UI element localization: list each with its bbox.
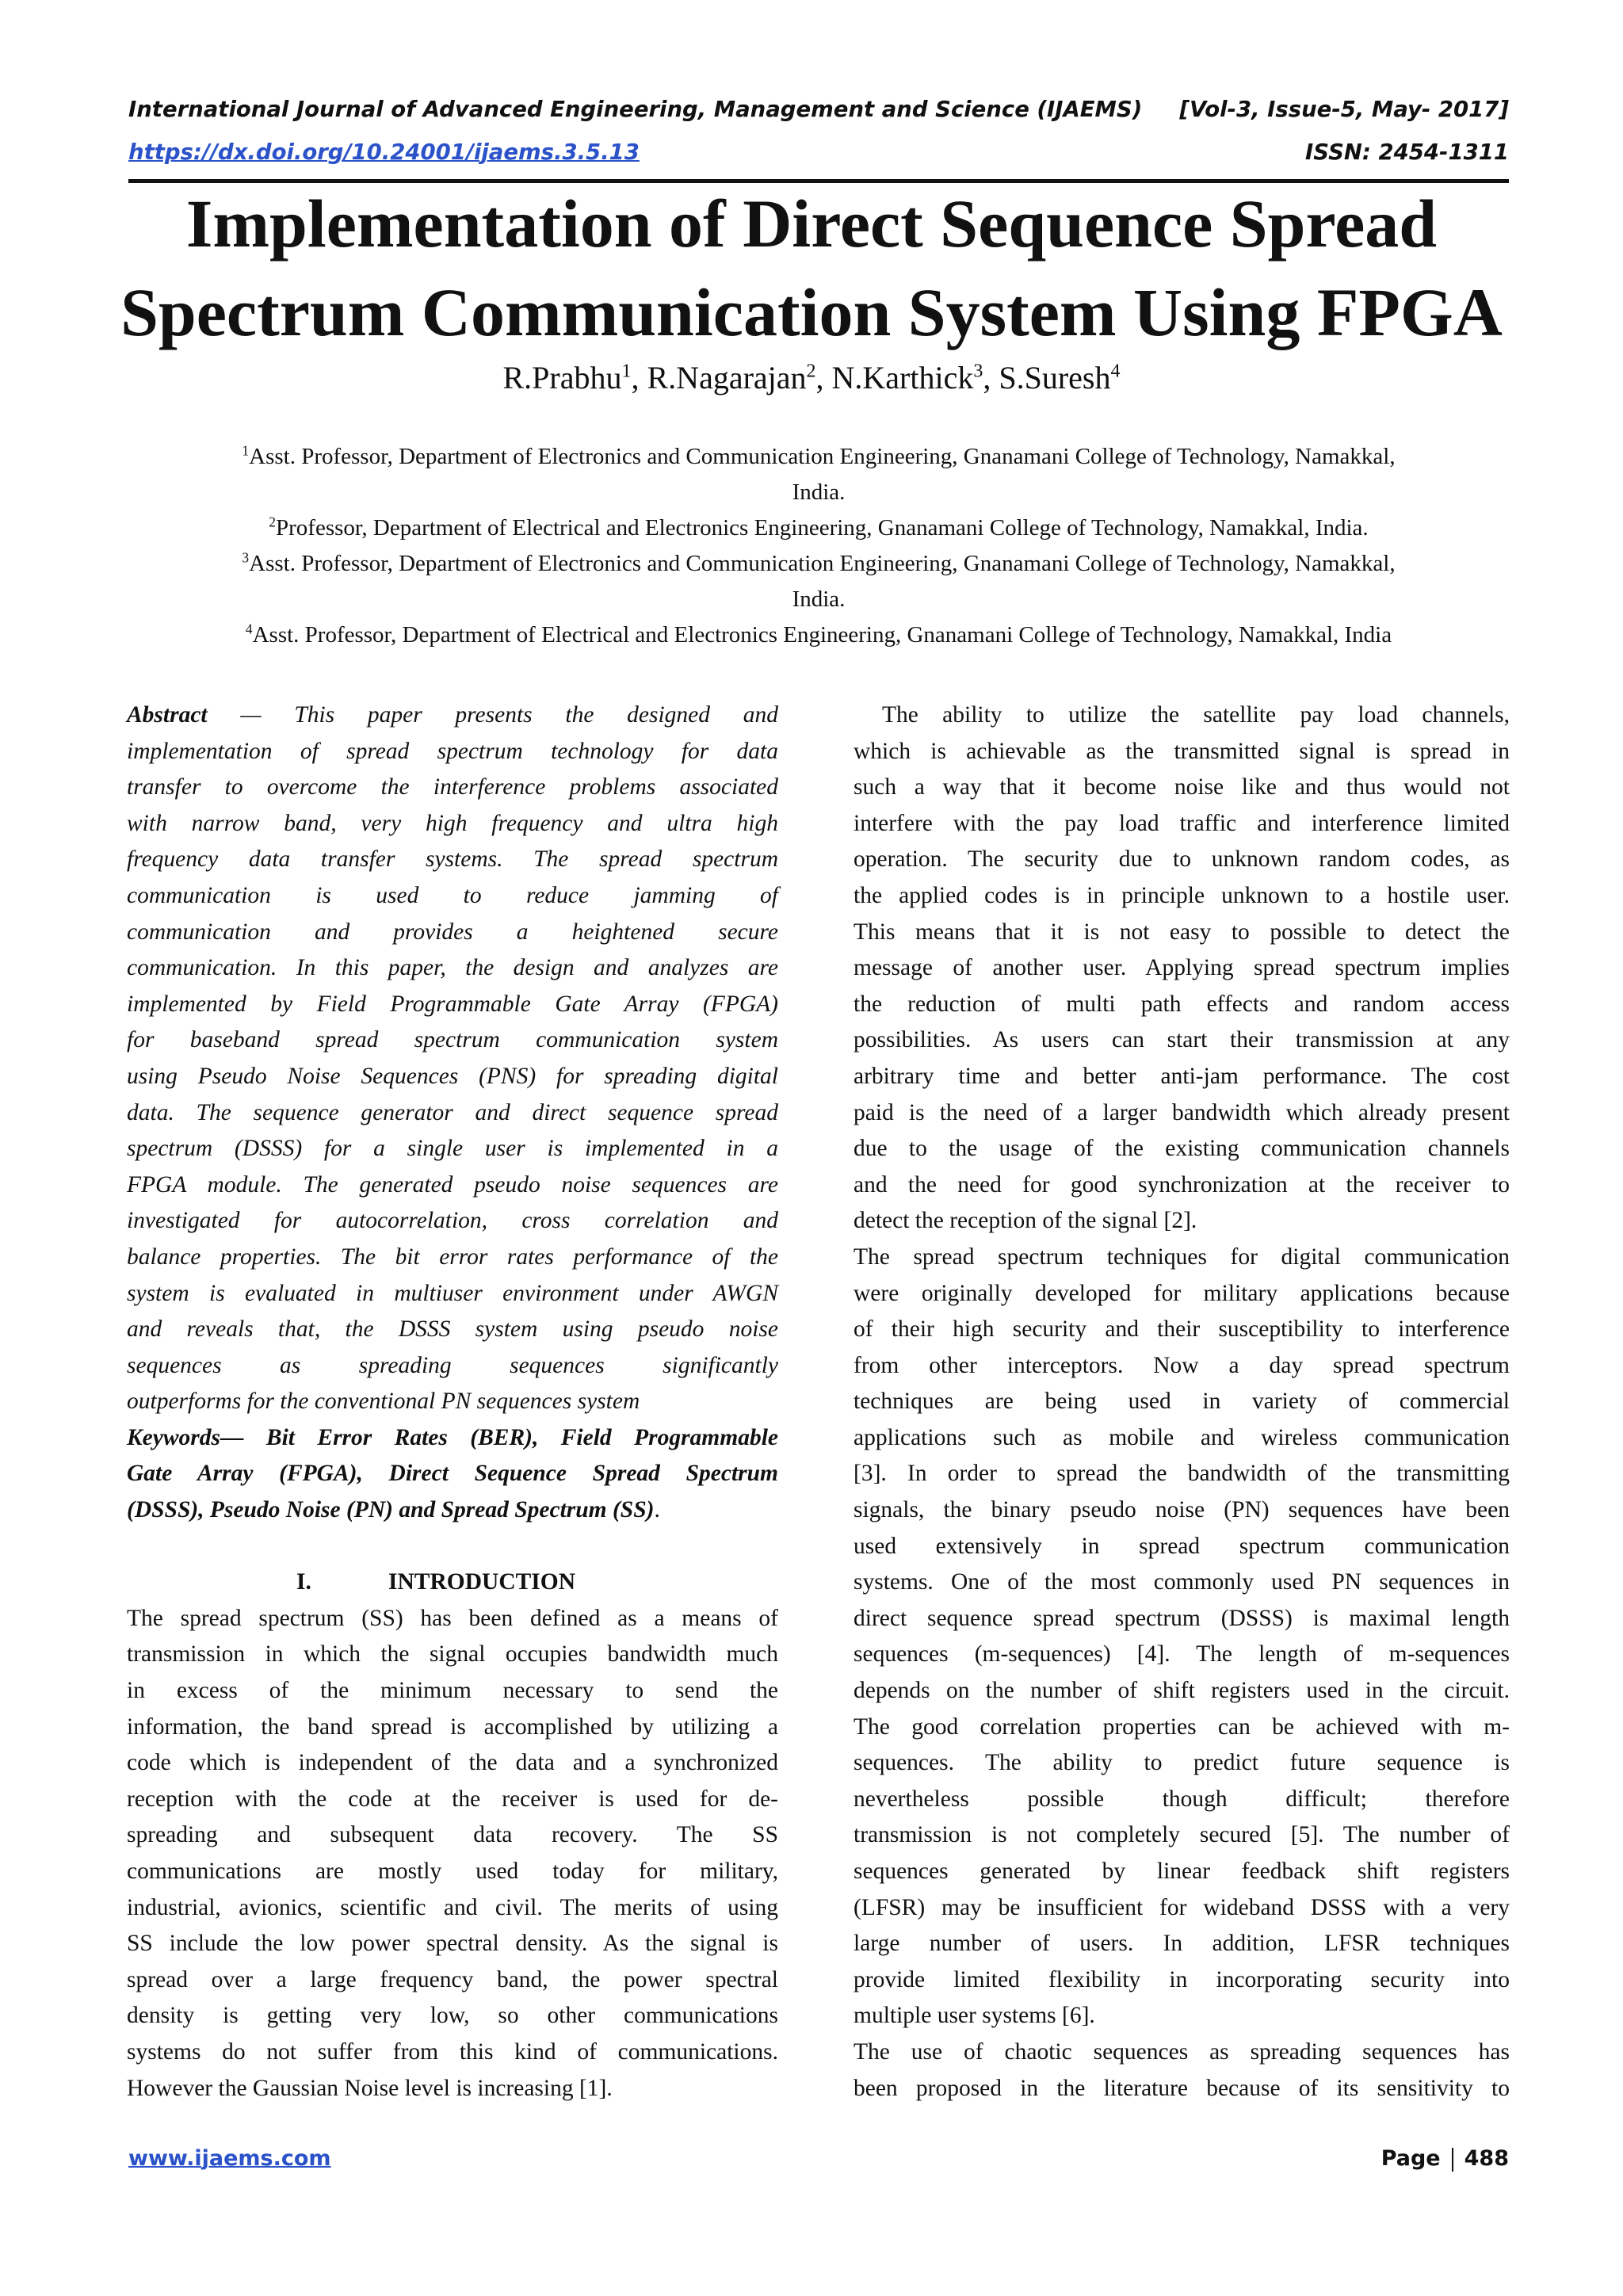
issn: ISSN: 2454-1311	[1305, 139, 1509, 165]
right-column	[854, 697, 1510, 2107]
abstract-line: and reveals that, the DSSS system using pseudo noise	[127, 1316, 778, 1343]
author-sup: 3	[973, 361, 983, 382]
paragraph-line: applications such as mobile and wireless communication	[854, 1424, 1510, 1450]
abstract-line: FPGA module. The generated pseudo noise sequences are	[127, 1171, 778, 1198]
author-name: R.Nagarajan	[647, 360, 807, 395]
abstract-line: implementation of spread spectrum technology for data	[127, 738, 778, 764]
paragraph-line: multiple user systems [6].	[854, 2003, 1095, 2029]
affiliation-1-cont: India.	[792, 479, 846, 505]
paragraph-line: operation. The security due to unknown random codes, as	[854, 846, 1510, 873]
abstract-line: communication is used to reduce jamming of	[127, 882, 778, 908]
paragraph-line: SS include the low power spectral density. As the signal is	[127, 1931, 778, 1957]
paragraph-line: reception with the code at the receiver is used for de-	[127, 1786, 778, 1812]
paragraph-line: This means that it is not easy to possible to detect the	[854, 919, 1510, 945]
abstract-line: investigated for autocorrelation, cross correlation and	[127, 1208, 778, 1234]
affiliation-1	[128, 439, 1509, 475]
affiliation-text: Asst. Professor, Department of Electronics and Communication Engineering, Gnanamani College of Technology, Namakkal,	[249, 444, 1396, 469]
paragraph-chaotic	[854, 2034, 1510, 2107]
paragraph-line: sequences generated by linear feedback shift registers	[854, 1859, 1510, 1884]
author-name: S.Suresh	[999, 360, 1111, 395]
volume-issue: [Vol-3, Issue-5, May- 2017]	[1179, 97, 1509, 122]
paragraph-line: message of another user. Applying spread spectrum implies	[854, 955, 1510, 981]
affiliation-3	[128, 546, 1509, 582]
paragraph-line: the applied codes is in principle unknown to a hostile user.	[854, 882, 1510, 908]
abstract-label: Abstract	[127, 702, 208, 728]
abstract-line: spectrum (DSSS) for a single user is implemented in a	[127, 1136, 778, 1162]
paragraph-line: The use of chaotic sequences as spreading sequences has	[854, 2038, 1510, 2065]
paragraph-line: information, the band spread is accomplished by utilizing a	[127, 1713, 778, 1740]
paragraph-line: spreading and subsequent data recovery. The SS	[127, 1822, 778, 1848]
paragraph-line: possibilities. As users can start their transmission at any	[854, 1027, 1510, 1053]
paragraph-line: The spread spectrum techniques for digital communication	[854, 1244, 1510, 1270]
page-label: Page	[1381, 2146, 1441, 2171]
abstract-dash: —	[207, 702, 295, 728]
paragraph-line: techniques are being used in variety of commercial	[854, 1389, 1510, 1415]
page-number-value: 488	[1464, 2146, 1509, 2171]
paragraph-line: due to the usage of the existing communication channels	[854, 1136, 1510, 1162]
paragraph-line: communications are mostly used today for military,	[127, 1859, 778, 1884]
paragraph-line: nevertheless possible though difficult; therefore	[854, 1786, 1510, 1812]
affiliation-text: Asst. Professor, Department of Electronics and Communication Engineering, Gnanamani College of Technology, Namakkal,	[249, 551, 1396, 576]
paragraph-line: direct sequence spread spectrum (DSSS) is maximal length	[854, 1605, 1510, 1631]
paragraph-line: interfere with the pay load traffic and interference limited	[854, 810, 1510, 836]
abstract-line: communication. In this paper, the design and analyzes are	[127, 955, 778, 981]
section-number: I.	[296, 1569, 311, 1595]
paragraph-line: which is achievable as the transmitted signal is spread in	[854, 738, 1510, 764]
author-name: R.Prabhu	[502, 360, 622, 395]
paragraph-line: sequences. The ability to predict future sequence is	[854, 1750, 1510, 1776]
paragraph-line: industrial, avionics, scientific and civil. The merits of using	[127, 1894, 778, 1920]
paper-title-line-1: Implementation of Direct Sequence Spread	[185, 185, 1438, 262]
paragraph-line: and the need for good synchronization at the receiver to	[854, 1171, 1510, 1198]
doi-link[interactable]: https://dx.doi.org/10.24001/ijaems.3.5.13	[128, 139, 640, 165]
paper-title-line-2: Spectrum Communication System Using FPGA	[120, 274, 1503, 350]
author-sup: 1	[621, 361, 632, 382]
paragraph-line: density is getting very low, so other communications	[127, 2003, 778, 2029]
paragraph-line: the reduction of multi path effects and random access	[854, 991, 1510, 1017]
abstract-line: communication and provides a heightened secure	[127, 919, 778, 945]
keywords	[127, 1420, 778, 1529]
abstract	[127, 697, 778, 1420]
journal-name: International Journal of Advanced Engineering, Management and Science (IJAEMS)	[128, 97, 1143, 122]
paragraph-line: detect the reception of the signal [2].	[854, 1208, 1197, 1234]
affiliation-sup: 4	[245, 621, 253, 637]
paragraph-line: systems. One of the most commonly used PN sequences in	[854, 1569, 1510, 1595]
affiliation-3-cont: India.	[792, 586, 846, 612]
paragraph-line: arbitrary time and better anti-jam performance. The cost	[854, 1063, 1510, 1089]
section-heading-introduction	[127, 1564, 778, 1601]
affiliation-sup: 1	[242, 442, 250, 459]
abstract-line: frequency data transfer systems. The spread spectrum	[127, 846, 778, 873]
paragraph-line: in excess of the minimum necessary to send the	[127, 1678, 778, 1704]
paragraph-line: been proposed in the literature because of its sensitivity to	[854, 2075, 1510, 2101]
paragraph-line: of their high security and their susceptibility to interference	[854, 1316, 1510, 1343]
paragraph-line: (LFSR) may be insufficient for wideband DSSS with a very	[854, 1894, 1510, 1920]
paragraph-line: However the Gaussian Noise level is increasing [1].	[127, 2075, 613, 2101]
abstract-line: sequences as spreading sequences significantly	[127, 1352, 778, 1378]
paragraph-techniques	[854, 1240, 1510, 2034]
paragraph-line: large number of users. In addition, LFSR techniques	[854, 1931, 1510, 1957]
keywords-line: (DSSS), Pseudo Noise (PN) and Spread Spectrum (SS).	[127, 1497, 660, 1523]
paragraph-line: systems do not suffer from this kind of communications.	[127, 2038, 778, 2065]
paragraph-line: paid is the need of a larger bandwidth which already present	[854, 1099, 1510, 1125]
paragraph-line: such a way that it become noise like and thus would not	[854, 774, 1510, 800]
keywords-line: Keywords— Bit Error Rates (BER), Field Programmable	[127, 1424, 778, 1450]
affiliation-text: Asst. Professor, Department of Electrical and Electronics Engineering, Gnanamani College of Technology, Namakkal, India	[252, 622, 1392, 648]
affiliations	[128, 439, 1509, 653]
affiliation-sup: 2	[269, 514, 276, 530]
affiliation-sup: 3	[242, 549, 250, 566]
paragraph-line: signals, the binary pseudo noise (PN) sequences have been	[854, 1497, 1510, 1523]
paragraph-satellite	[854, 697, 1510, 1240]
footer-separator	[1452, 2148, 1453, 2172]
paragraph-line: used extensively in spread spectrum communication	[854, 1533, 1510, 1559]
abstract-line: balance properties. The bit error rates performance of the	[127, 1244, 778, 1270]
paragraph-line: transmission is not completely secured [5]. The number of	[854, 1822, 1510, 1848]
paragraph-line: sequences (m-sequences) [4]. The length of m-sequences	[854, 1641, 1510, 1668]
section-title: INTRODUCTION	[388, 1569, 576, 1595]
author-sup: 4	[1110, 361, 1121, 382]
paragraph-line: from other interceptors. Now a day spread spectrum	[854, 1352, 1510, 1378]
affiliation-text: Professor, Department of Electrical and Electronics Engineering, Gnanamani College of Technology, Namakkal, India.	[276, 515, 1369, 541]
paragraph-line: The ability to utilize the satellite pay load channels,	[882, 702, 1510, 728]
abstract-line: outperforms for the conventional PN sequences system	[127, 1389, 640, 1415]
abstract-line: implemented by Field Programmable Gate Array (FPGA)	[127, 991, 778, 1017]
paragraph-line: The spread spectrum (SS) has been defined as a means of	[127, 1605, 778, 1631]
abstract-line: with narrow band, very high frequency and ultra high	[127, 810, 778, 836]
paragraph-line: were originally developed for military applications because	[854, 1280, 1510, 1306]
left-column	[127, 697, 778, 2107]
paragraph-line: spread over a large frequency band, the power spectral	[127, 1966, 778, 1992]
affiliation-4	[128, 617, 1509, 653]
abstract-line: Abstract — This paper presents the designed and	[127, 702, 778, 728]
author-list: R.Prabhu$^1$, R.Nagarajan$^2$, N.Karthick$^3$, S.Suresh$^4$	[502, 360, 1121, 395]
author-name: N.Karthick	[831, 360, 974, 395]
abstract-line: data. The sequence generator and direct sequence spread	[127, 1099, 778, 1125]
keywords-line: Gate Array (FPGA), Direct Sequence Spread Spectrum	[127, 1461, 778, 1487]
author-sup: 2	[806, 361, 816, 382]
abstract-line: system is evaluated in multiuser environment under AWGN	[127, 1280, 778, 1306]
paragraph-line: transmission in which the signal occupies bandwidth much	[127, 1641, 778, 1668]
paragraph-line: code which is independent of the data and a synchronized	[127, 1750, 778, 1776]
paragraph-line: provide limited flexibility in incorporating security into	[854, 1966, 1510, 1992]
abstract-line: for baseband spread spectrum communication system	[127, 1027, 778, 1053]
abstract-line: using Pseudo Noise Sequences (PNS) for spreading digital	[127, 1063, 778, 1089]
introduction-paragraph	[127, 1601, 778, 2107]
abstract-line: transfer to overcome the interference problems associated	[127, 774, 778, 800]
page-number	[1381, 2146, 1509, 2172]
paragraph-line: [3]. In order to spread the bandwidth of the transmitting	[854, 1461, 1510, 1487]
website-link[interactable]: www.ijaems.com	[128, 2146, 331, 2171]
paragraph-line: The good correlation properties can be achieved with m-	[854, 1713, 1510, 1740]
affiliation-2	[128, 510, 1509, 546]
paragraph-line: depends on the number of shift registers used in the circuit.	[854, 1678, 1510, 1704]
